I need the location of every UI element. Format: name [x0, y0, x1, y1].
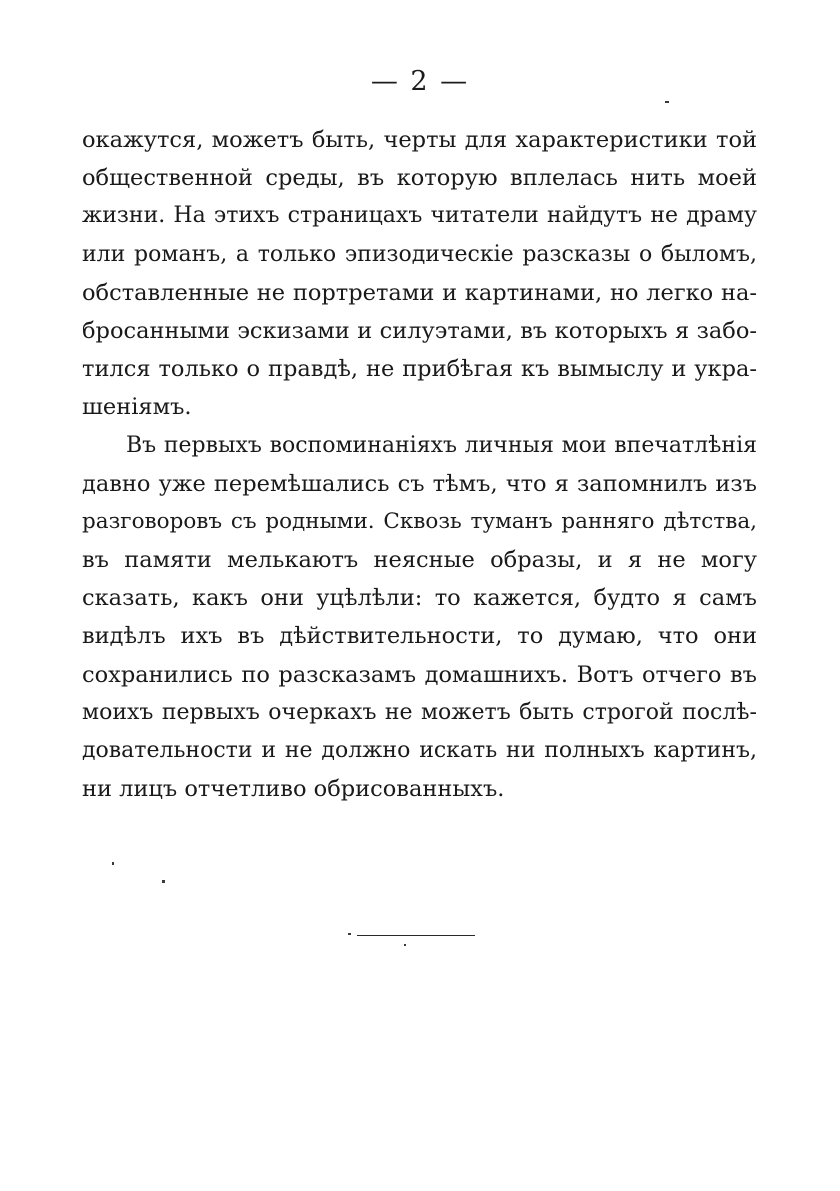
- text-line: разговоровъ съ родными. Сквозь туманъ ранняго дѣтства,: [82, 508, 757, 534]
- end-rule: [357, 935, 475, 936]
- text-line: общественной среды, въ которую вплелась нить моей: [82, 165, 757, 192]
- text-line: сохранились по разсказамъ домашнихъ. Вотъ отчего въ: [82, 661, 757, 688]
- body-text: [82, 121, 757, 808]
- text-line: давно уже перемѣшались съ тѣмъ, что я запомнилъ изъ: [82, 470, 757, 497]
- scan-speck: [162, 880, 165, 883]
- scan-speck: [665, 101, 669, 103]
- text-line: окажутся, можетъ быть, черты для характеристики той: [82, 127, 757, 153]
- scan-speck: [112, 862, 114, 865]
- text-line: шеніямъ.: [82, 394, 192, 421]
- scan-speck: [348, 933, 351, 935]
- text-line: довательности и не должно искать ни полныхъ картинъ,: [82, 738, 757, 763]
- text-line: тился только о правдѣ, не прибѣгая къ вымыслу и укра-: [82, 356, 757, 383]
- text-line: обставленные не портретами и картинами, но легко на-: [82, 279, 757, 306]
- text-line: Въ первыхъ воспоминаніяхъ личныя мои впечатлѣнія: [126, 432, 757, 458]
- page-number: — 2 —: [370, 66, 470, 97]
- scan-speck: [404, 944, 406, 946]
- paragraph-2: [82, 427, 757, 809]
- text-line: моихъ первыхъ очеркахъ не можетъ быть строгой послѣ-: [82, 699, 757, 725]
- text-line: сказать, какъ они уцѣлѣли: то кажется, будто я самъ: [82, 585, 757, 612]
- text-line: жизни. На этихъ страницахъ читатели найдутъ не драму: [82, 203, 757, 229]
- text-line: бросанными эскизами и силуэтами, въ которыхъ я забо-: [82, 317, 757, 344]
- paragraph-1: [82, 121, 757, 427]
- text-line: видѣлъ ихъ въ дѣйствительности, то думаю, что они: [82, 623, 757, 650]
- text-line: или романъ, а только эпизодическіе разсказы о быломъ,: [82, 241, 757, 267]
- text-line: въ памяти мелькаютъ неясные образы, и я не могу: [82, 547, 757, 574]
- text-line: ни лицъ отчетливо обрисованныхъ.: [82, 776, 505, 803]
